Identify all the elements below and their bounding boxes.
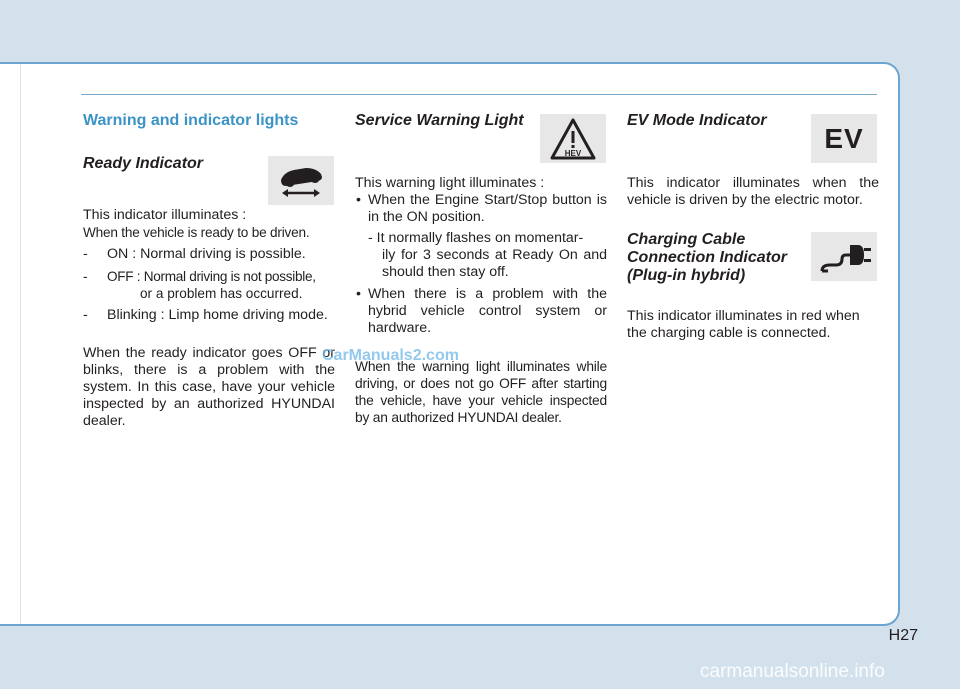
watermark-top: CarManuals2.com [322, 347, 459, 364]
ready-intro-2: When the vehicle is ready to be driven. [83, 225, 310, 240]
service-sub-item: - It normally flashes on momentar- ily for 3 seconds at Ready On and should then stay off. [368, 230, 607, 280]
ready-paragraph: When the ready indicator goes OFF or blinks, there is a problem with the system. In this case, have your vehicle inspected by an authorized HYUNDAI dealer. [83, 345, 335, 429]
top-rule [81, 94, 877, 95]
service-warning-title: Service Warning Light [355, 112, 524, 129]
ev-mode-icon [811, 114, 877, 163]
service-intro: This warning light illuminates : [355, 175, 545, 191]
ready-car-icon [268, 156, 334, 205]
watermark-bottom: carmanualsonline.info [700, 661, 885, 682]
service-paragraph: When the warning light illuminates while driving, or does not go OFF after starting the vehicle, have your vehicle inspected by an authorized HYUNDAI dealer. [355, 359, 607, 425]
charging-paragraph: This indicator illuminates in red when the charging cable is connected. [627, 308, 860, 341]
ready-item-blinking: - Blinking : Limp home driving mode. [83, 307, 328, 323]
hev-warning-icon [540, 114, 606, 163]
ev-mode-title: EV Mode Indicator [627, 112, 767, 129]
service-bullet-2: • When there is a problem with the hybrid vehicle control system or hardware. [355, 286, 607, 337]
ready-item-off: - OFF : Normal driving is not possible, or a problem has occurred. [83, 269, 316, 301]
ev-label: EV [824, 122, 864, 154]
charging-title: Charging Cable Connection Indicator (Plug-in hybrid) [627, 231, 787, 284]
page-number: H27 [888, 627, 918, 644]
ready-intro: This indicator illuminates : [83, 207, 247, 223]
hev-label: HEV [564, 148, 582, 158]
charging-plug-icon [811, 232, 877, 281]
margin-line [20, 64, 21, 624]
ready-item-on: - ON : Normal driving is possible. [83, 246, 306, 262]
service-bullet-1: • When the Engine Start/Stop button is in the ON position. [355, 192, 607, 226]
section-heading: Warning and indicator lights [83, 112, 299, 129]
ready-indicator-title: Ready Indicator [83, 155, 204, 172]
ev-paragraph: This indicator illuminates when the vehicle is driven by the electric motor. [627, 175, 879, 208]
